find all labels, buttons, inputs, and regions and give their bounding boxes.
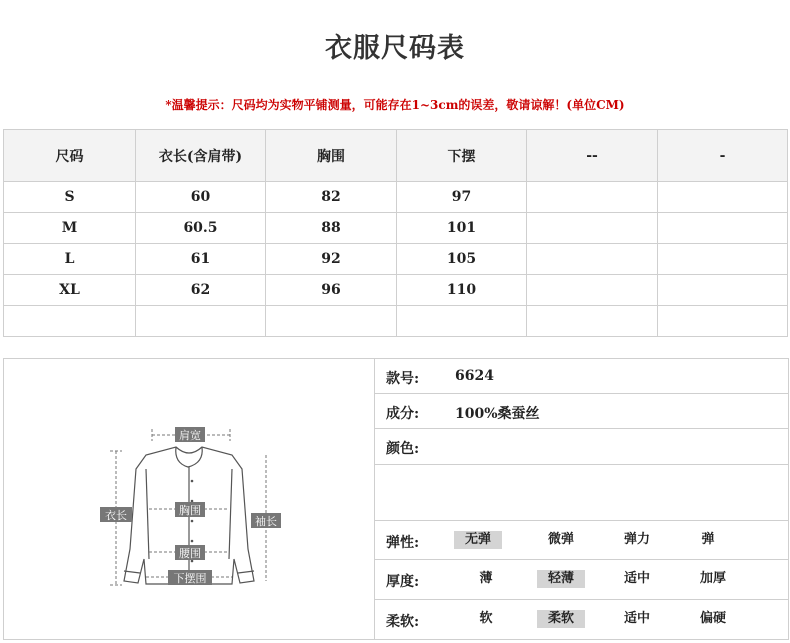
thickness-option-medium: 适中 bbox=[623, 571, 650, 586]
product-detail-panel bbox=[3, 358, 789, 640]
material-value: 100%桑蚕丝 bbox=[455, 406, 540, 422]
table-cell bbox=[397, 306, 527, 337]
label-waist: 腰围 bbox=[179, 547, 201, 560]
table-cell: 88 bbox=[266, 213, 397, 244]
label-length: 衣长 bbox=[105, 509, 127, 522]
material-label: 成分: bbox=[386, 406, 420, 422]
size-table-header-row bbox=[4, 130, 788, 182]
measurement-notice: *温馨提示：尺码均为实物平铺测量，可能存在1~3cm的误差，敬请谅解！(单位CM) bbox=[165, 98, 625, 112]
blank-row bbox=[375, 465, 788, 521]
table-cell bbox=[527, 182, 658, 213]
size-table bbox=[3, 129, 788, 337]
softness-option-soft: 软 bbox=[479, 611, 493, 626]
table-cell bbox=[527, 306, 658, 337]
table-cell bbox=[658, 213, 788, 244]
softness-label: 柔软: bbox=[386, 614, 420, 630]
header-extra-1: -- bbox=[527, 130, 658, 182]
color-label: 颜色: bbox=[386, 441, 420, 457]
thickness-option-light: 轻薄 bbox=[537, 570, 585, 588]
thickness-option-thick: 加厚 bbox=[699, 571, 726, 586]
elasticity-option-elastic: 弹 bbox=[701, 532, 715, 547]
table-cell bbox=[658, 306, 788, 337]
product-info bbox=[375, 359, 788, 639]
style-row bbox=[375, 359, 788, 394]
softness-option-stiff: 偏硬 bbox=[699, 611, 726, 626]
table-cell bbox=[136, 306, 266, 337]
label-chest: 胸围 bbox=[179, 504, 201, 517]
table-row bbox=[4, 213, 788, 244]
table-cell: 101 bbox=[397, 213, 527, 244]
thickness-row bbox=[375, 560, 788, 600]
softness-option-supple: 柔软 bbox=[537, 610, 585, 628]
header-size: 尺码 bbox=[4, 130, 136, 182]
elasticity-option-slight: 微弹 bbox=[547, 532, 574, 547]
table-cell: L bbox=[4, 244, 136, 275]
table-cell bbox=[527, 244, 658, 275]
elasticity-label: 弹性: bbox=[386, 535, 420, 551]
table-cell bbox=[658, 244, 788, 275]
style-label: 款号: bbox=[386, 371, 420, 387]
table-cell: 60 bbox=[136, 182, 266, 213]
table-cell: S bbox=[4, 182, 136, 213]
table-row bbox=[4, 182, 788, 213]
table-cell bbox=[527, 213, 658, 244]
table-cell: 82 bbox=[266, 182, 397, 213]
softness-option-medium: 适中 bbox=[623, 611, 650, 626]
header-chest: 胸围 bbox=[266, 130, 397, 182]
label-hem: 下摆围 bbox=[173, 572, 207, 585]
header-extra-2: - bbox=[658, 130, 788, 182]
table-row bbox=[4, 306, 788, 337]
elasticity-row bbox=[375, 521, 788, 560]
table-row bbox=[4, 275, 788, 306]
thickness-label: 厚度: bbox=[386, 574, 420, 590]
header-length: 衣长(含肩带) bbox=[136, 130, 266, 182]
table-cell: 110 bbox=[397, 275, 527, 306]
label-sleeve: 袖长 bbox=[255, 515, 277, 528]
table-cell: 62 bbox=[136, 275, 266, 306]
table-cell: 97 bbox=[397, 182, 527, 213]
table-cell bbox=[658, 275, 788, 306]
measurement-diagram bbox=[4, 359, 375, 639]
table-cell bbox=[527, 275, 658, 306]
table-cell: 96 bbox=[266, 275, 397, 306]
table-row bbox=[4, 244, 788, 275]
page-title: 衣服尺码表 bbox=[325, 33, 465, 64]
softness-row bbox=[375, 600, 788, 639]
label-shoulder: 肩宽 bbox=[179, 429, 201, 442]
table-cell: 105 bbox=[397, 244, 527, 275]
table-cell: 92 bbox=[266, 244, 397, 275]
header-hem: 下摆 bbox=[397, 130, 527, 182]
table-cell: 61 bbox=[136, 244, 266, 275]
material-row bbox=[375, 394, 788, 429]
table-cell: XL bbox=[4, 275, 136, 306]
table-cell bbox=[4, 306, 136, 337]
table-cell: M bbox=[4, 213, 136, 244]
table-cell: 60.5 bbox=[136, 213, 266, 244]
table-cell bbox=[658, 182, 788, 213]
style-value: 6624 bbox=[455, 368, 494, 384]
table-cell bbox=[266, 306, 397, 337]
thickness-option-thin: 薄 bbox=[479, 571, 493, 586]
elasticity-option-none: 无弹 bbox=[454, 531, 502, 549]
color-row bbox=[375, 429, 788, 465]
shirt-diagram bbox=[4, 359, 374, 639]
elasticity-option-stretch: 弹力 bbox=[623, 532, 650, 547]
